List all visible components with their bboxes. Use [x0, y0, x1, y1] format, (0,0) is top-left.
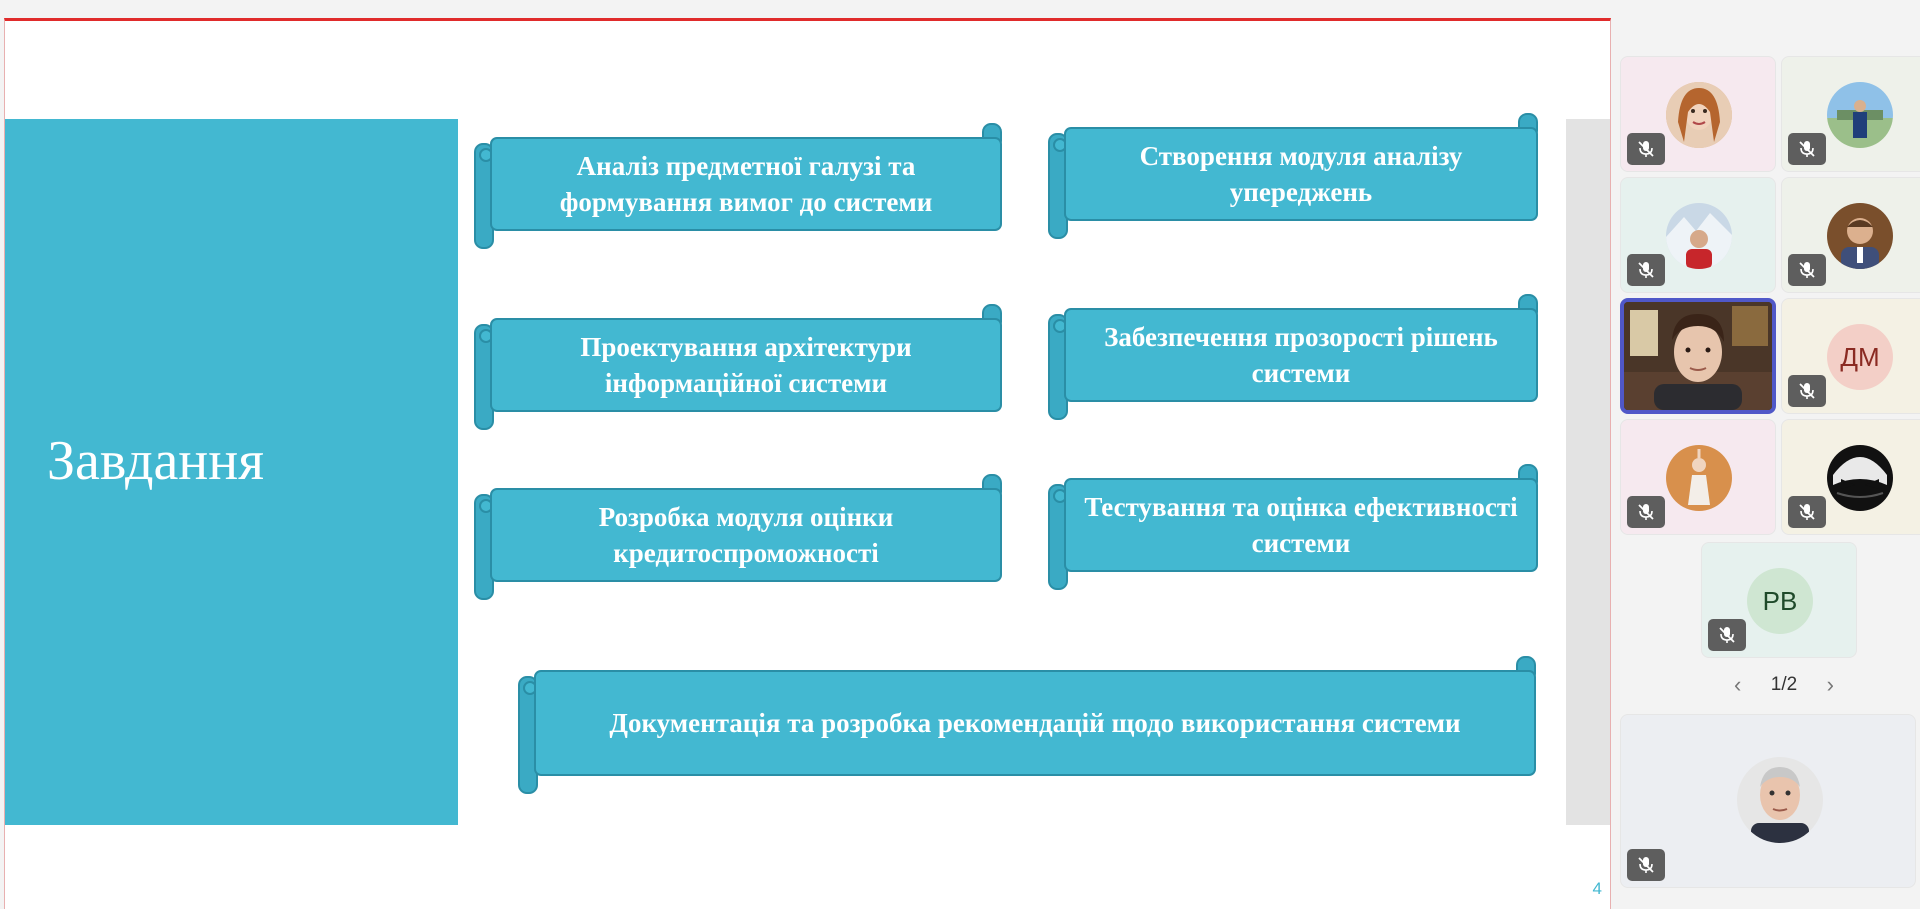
- muted-mic-icon: [1788, 254, 1826, 286]
- task-text: Забезпечення прозорості рішень системи: [1064, 308, 1538, 402]
- task-banner-7: [518, 656, 1536, 776]
- participant-tile[interactable]: [1781, 298, 1920, 414]
- muted-mic-icon: [1627, 849, 1665, 881]
- chevron-right-icon[interactable]: ›: [1826, 672, 1834, 697]
- avatar-initials: РВ: [1747, 568, 1813, 634]
- avatar: [1666, 82, 1732, 148]
- avatar: [1827, 445, 1893, 511]
- task-banner-6: [1048, 464, 1538, 572]
- participant-tile[interactable]: [1620, 419, 1776, 535]
- speaker-video: [1624, 302, 1772, 410]
- active-speaker-tile[interactable]: [1620, 298, 1776, 414]
- task-banner-1: [474, 123, 1002, 231]
- presentation-slide: [4, 18, 1611, 909]
- participants-panel: [1616, 0, 1920, 909]
- muted-mic-icon: [1627, 496, 1665, 528]
- muted-mic-icon: [1788, 375, 1826, 407]
- participant-tile-large[interactable]: [1620, 714, 1916, 888]
- task-text: Аналіз предметної галузі та формування вимог до системи: [490, 137, 1002, 231]
- participants-pager: [1734, 670, 1834, 700]
- participant-tile[interactable]: [1781, 177, 1920, 293]
- task-banner-3: [474, 304, 1002, 412]
- muted-mic-icon: [1627, 254, 1665, 286]
- participant-tile[interactable]: [1701, 542, 1857, 658]
- slide-page-number: 4: [1592, 879, 1602, 898]
- avatar: [1737, 757, 1823, 843]
- task-banner-4: [1048, 294, 1538, 402]
- task-text: Документація та розробка рекомендацій щодо використання системи: [534, 670, 1536, 776]
- slide-title: Завдання: [47, 430, 264, 492]
- avatar-initials: ДМ: [1827, 324, 1893, 390]
- task-banner-5: [474, 474, 1002, 582]
- avatar: [1666, 445, 1732, 511]
- avatar: [1827, 203, 1893, 269]
- task-text: Розробка модуля оцінки кредитоспроможності: [490, 488, 1002, 582]
- task-banner-2: [1048, 113, 1538, 221]
- muted-mic-icon: [1708, 619, 1746, 651]
- slide-side-strip: [1566, 119, 1610, 825]
- muted-mic-icon: [1788, 496, 1826, 528]
- participant-tile[interactable]: [1620, 177, 1776, 293]
- avatar: [1666, 203, 1732, 269]
- participant-tile[interactable]: [1781, 56, 1920, 172]
- title-panel: [5, 119, 458, 825]
- chevron-left-icon[interactable]: ‹: [1734, 672, 1742, 697]
- participant-tile[interactable]: [1620, 56, 1776, 172]
- task-text: Створення модуля аналізу упереджень: [1064, 127, 1538, 221]
- task-text: Проектування архітектури інформаційної системи: [490, 318, 1002, 412]
- participant-tile[interactable]: [1781, 419, 1920, 535]
- avatar: [1827, 82, 1893, 148]
- pager-text: 1/2: [1770, 674, 1798, 695]
- muted-mic-icon: [1788, 133, 1826, 165]
- task-text: Тестування та оцінка ефективності системи: [1064, 478, 1538, 572]
- muted-mic-icon: [1627, 133, 1665, 165]
